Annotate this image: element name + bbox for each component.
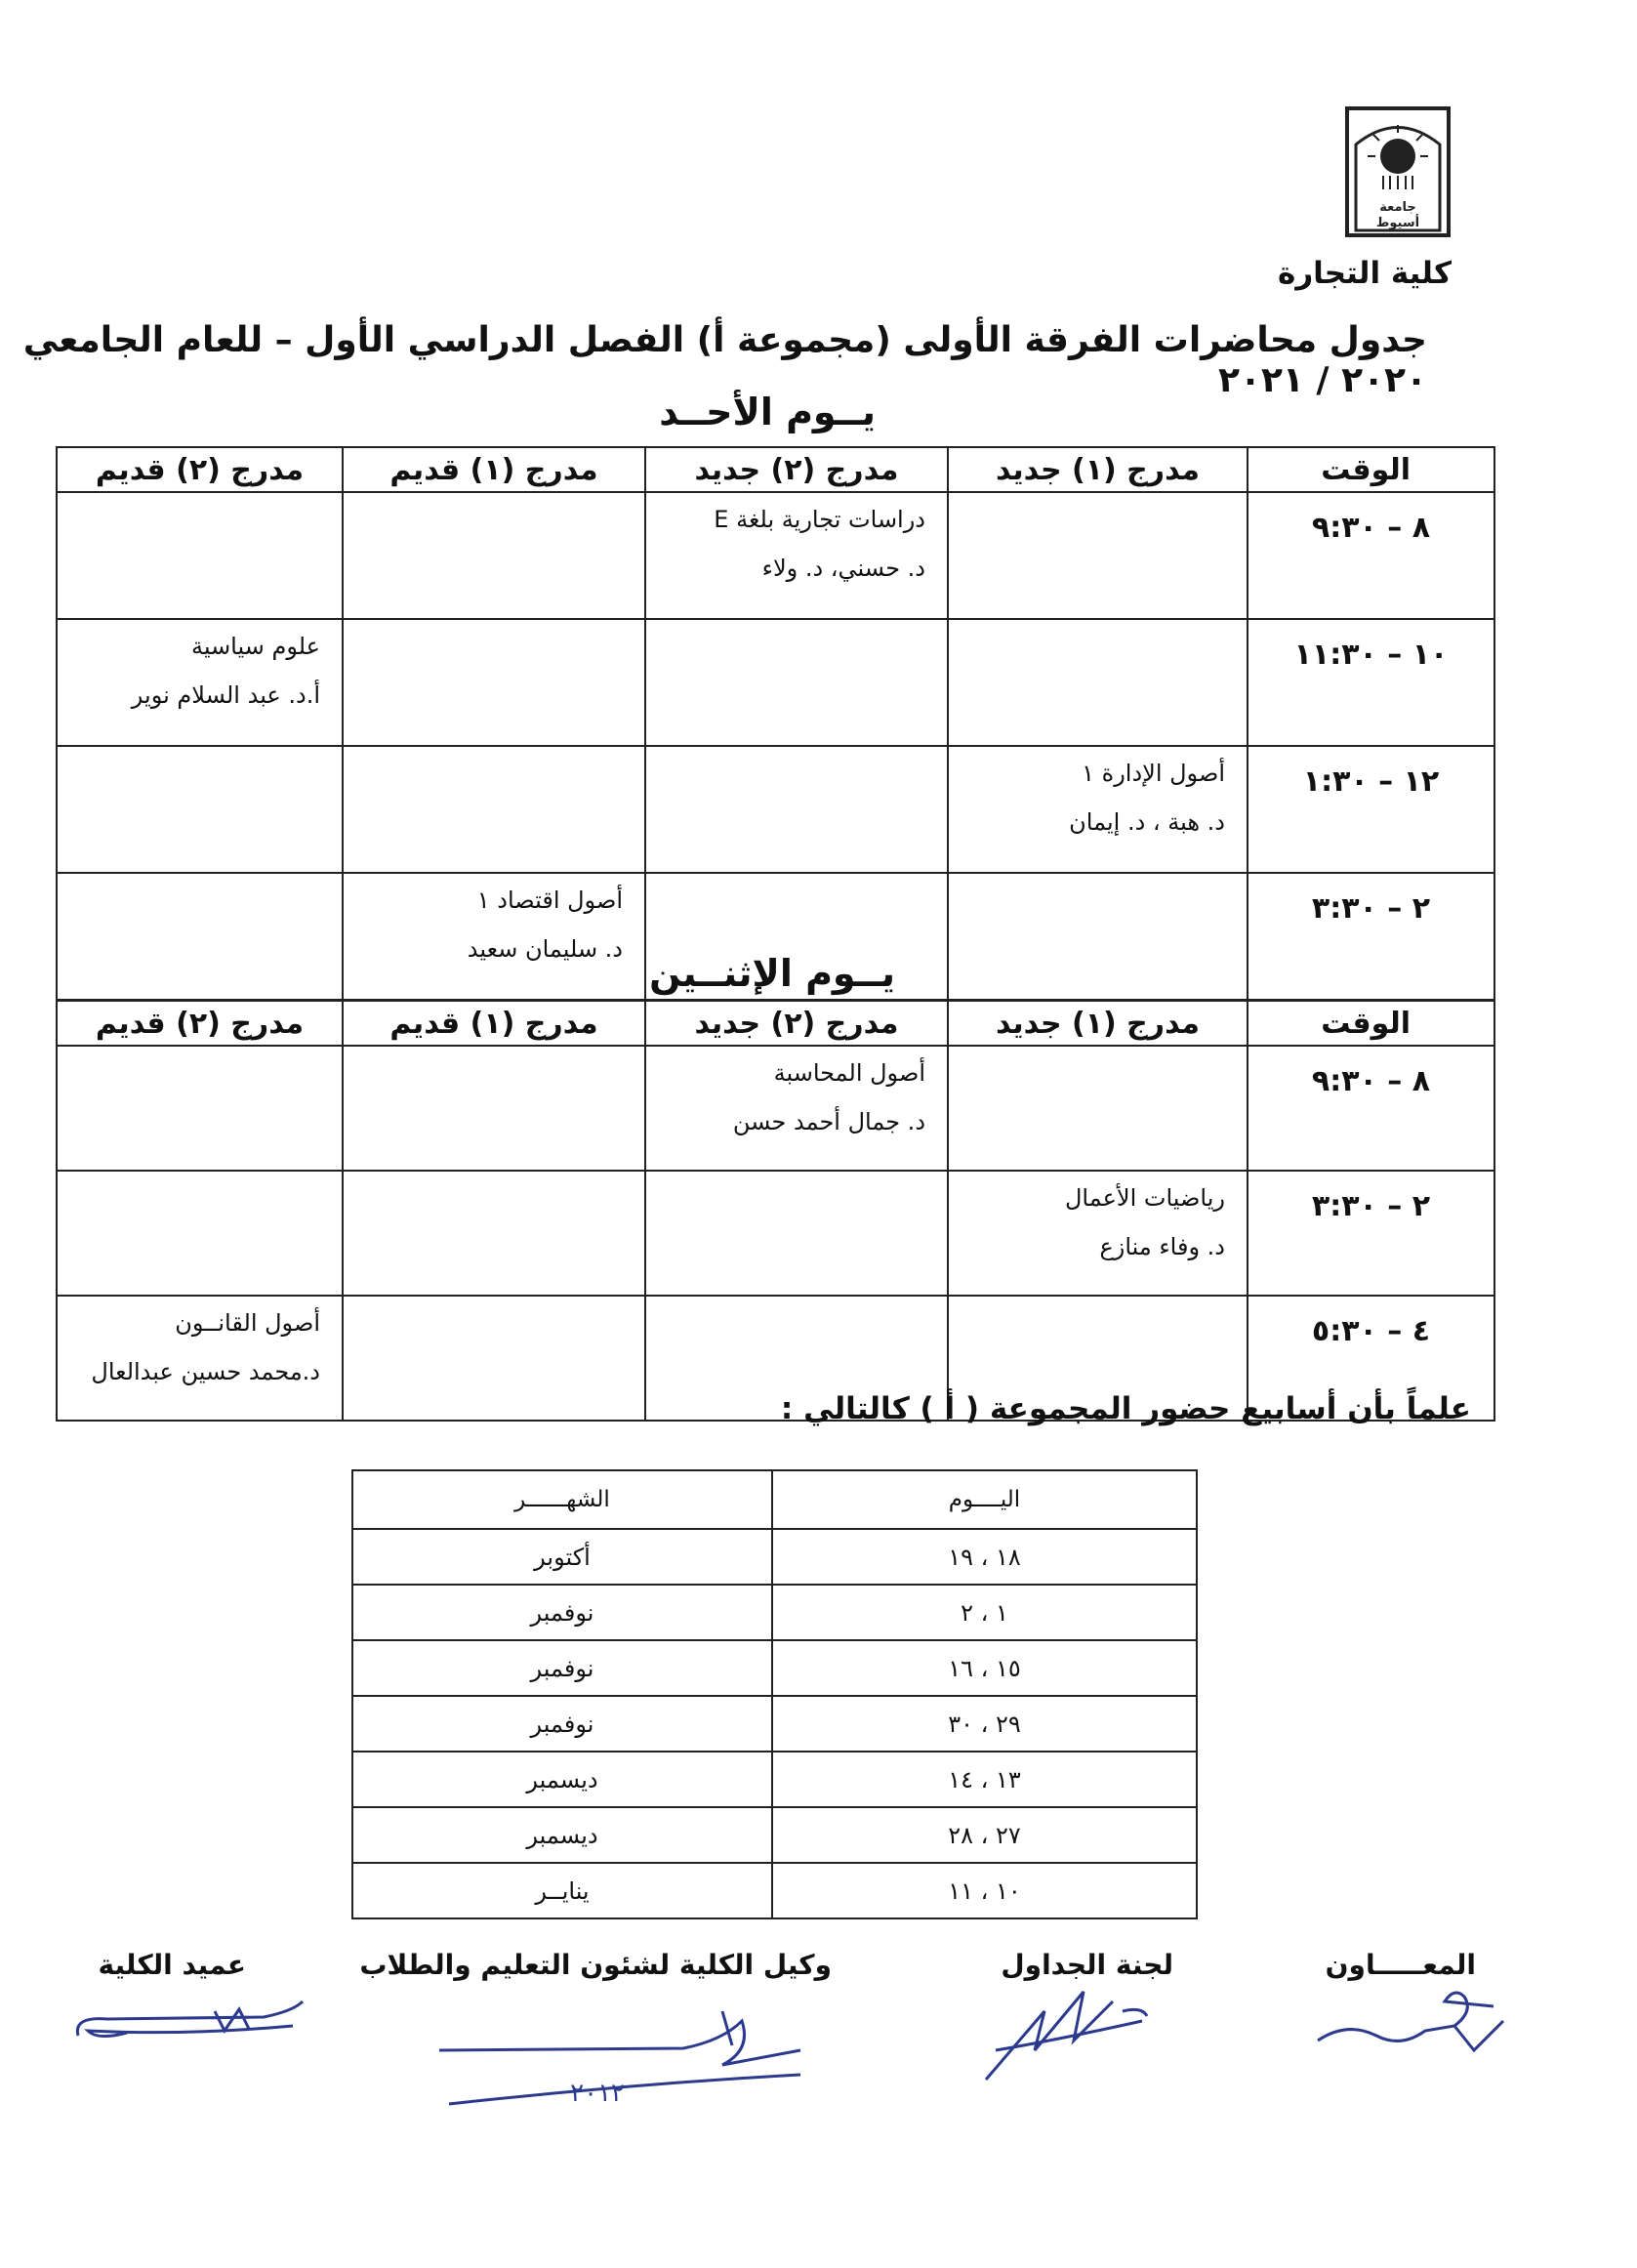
professor-name: د. حسني، د. ولاء (761, 555, 925, 582)
days-cell: ١ ، ٢ (772, 1585, 1197, 1640)
col-header-hall2-new: مدرج (٢) جديد (645, 447, 948, 492)
cell (57, 746, 343, 873)
cell (343, 1046, 645, 1171)
professor-name: د.محمد حسين عبدالعال (91, 1358, 320, 1385)
table-row (57, 1046, 1494, 1171)
time-slot: ٨ – ٩:٣٠ (1248, 492, 1494, 619)
col-header-hall2-old: مدرج (٢) قديم (57, 1001, 343, 1046)
cell (948, 619, 1248, 746)
month-cell: نوفمبر (352, 1696, 772, 1752)
cell (343, 1296, 645, 1421)
course-name (344, 747, 644, 759)
course-name (344, 1297, 644, 1308)
col-header-time: الوقت (1248, 447, 1494, 492)
course-name (646, 1172, 947, 1183)
course-name: أصول اقتصاد ١ (476, 887, 623, 914)
col-header-hall2-new: مدرج (٢) جديد (645, 1001, 948, 1046)
course-name (949, 493, 1247, 505)
course-name: أصول القانــون (175, 1309, 320, 1337)
time-slot: ١٠ – ١١:٣٠ (1248, 619, 1494, 746)
professor-name (949, 1058, 1247, 1078)
assistant-signature (1308, 1982, 1533, 2070)
professor-name (58, 759, 342, 778)
cell (343, 1171, 645, 1296)
table-row (352, 1807, 1197, 1863)
professor-name (344, 505, 644, 524)
table-header-row (57, 1001, 1494, 1046)
attendance-note: علماً بأن أسابيع حضور المجموعة ( أ ) كالتالي : (780, 1391, 1471, 1426)
professor-name (949, 505, 1247, 524)
professor-name (949, 632, 1247, 651)
course-name: رياضيات الأعمال (1064, 1184, 1225, 1212)
col-header-time: الوقت (1248, 1001, 1494, 1046)
committee-signature (976, 1972, 1191, 2089)
cell (948, 1171, 1248, 1296)
course-name (949, 1297, 1247, 1308)
cell (645, 1046, 948, 1171)
cell (948, 1046, 1248, 1171)
days-cell: ١٠ ، ١١ (772, 1863, 1197, 1918)
table-row (57, 746, 1494, 873)
college-name: كلية التجارة (1278, 256, 1452, 291)
course-name (58, 1047, 342, 1058)
course-name (58, 493, 342, 505)
col-header-hall1-old: مدرج (١) قديم (343, 1001, 645, 1046)
table-row (57, 1171, 1494, 1296)
course-name (58, 747, 342, 759)
table-row (57, 619, 1494, 746)
professor-name (58, 1183, 342, 1203)
attendance-weeks-table (351, 1469, 1198, 1919)
table-row (352, 1529, 1197, 1585)
university-logo (1344, 105, 1452, 238)
monday-schedule-table (56, 1000, 1495, 1422)
time-slot: ٤ – ٥:٣٠ (1248, 1296, 1494, 1421)
course-name (344, 493, 644, 505)
assistant-label: المعـــــاون (1325, 1949, 1476, 1981)
cell (57, 1046, 343, 1171)
cell (343, 492, 645, 619)
cell (57, 1171, 343, 1296)
table-row (352, 1696, 1197, 1752)
month-cell: ديسمبر (352, 1752, 772, 1807)
schedules-committee-label: لجنة الجداول (1001, 1949, 1173, 1981)
course-name (949, 1047, 1247, 1058)
professor-name (344, 1183, 644, 1203)
cell (343, 746, 645, 873)
professor-name (344, 759, 644, 778)
table-row (57, 492, 1494, 619)
cell (343, 873, 645, 1000)
course-name: علوم سياسية (190, 633, 320, 660)
professor-name (949, 1308, 1247, 1328)
course-name (646, 747, 947, 759)
col-header-hall1-new: مدرج (١) جديد (948, 1001, 1248, 1046)
vice-dean-signature (430, 1992, 820, 2138)
professor-name (344, 1058, 644, 1078)
time-slot: ٨ – ٩:٣٠ (1248, 1046, 1494, 1171)
professor-name: د. هبة ، د. إيمان (1069, 808, 1225, 836)
table-row (352, 1640, 1197, 1696)
professor-name (646, 1308, 947, 1328)
days-cell: ١٣ ، ١٤ (772, 1752, 1197, 1807)
month-cell: نوفمبر (352, 1640, 772, 1696)
professor-name (58, 886, 342, 905)
month-cell: نوفمبر (352, 1585, 772, 1640)
course-name (949, 620, 1247, 632)
month-cell: ينايــر (352, 1863, 772, 1918)
professor-name: أ.د. عبد السلام نوير (131, 681, 320, 709)
sunday-title: يــوم الأحــد (659, 391, 876, 433)
cell (57, 492, 343, 619)
dean-label: عميد الكلية (98, 1949, 246, 1981)
cell (57, 1296, 343, 1421)
professor-name (646, 759, 947, 778)
days-cell: ١٨ ، ١٩ (772, 1529, 1197, 1585)
table-header-row (352, 1470, 1197, 1529)
svg-text:أسيوط: أسيوط (1375, 216, 1420, 230)
course-name (646, 620, 947, 632)
col-header-day: اليــــوم (772, 1470, 1197, 1529)
cell (645, 1171, 948, 1296)
course-name: دراسات تجارية بلغة E (714, 506, 925, 533)
course-name (58, 1172, 342, 1183)
course-name: أصول المحاسبة (773, 1059, 925, 1087)
monday-title: يــوم الإثنــين (649, 952, 895, 995)
sunday-schedule-table (56, 446, 1495, 1001)
professor-name: د. وفاء منازع (1099, 1233, 1225, 1260)
svg-text:جامعة: جامعة (1379, 200, 1416, 215)
cell (948, 492, 1248, 619)
professor-name: د. سليمان سعيد (467, 935, 623, 963)
handwritten-date: ٢٠١٢ (570, 2079, 625, 2108)
course-name (646, 1297, 947, 1308)
course-name (58, 874, 342, 886)
month-cell: ديسمبر (352, 1807, 772, 1863)
table-row (352, 1752, 1197, 1807)
professor-name (58, 505, 342, 524)
professor-name (646, 632, 947, 651)
table-header-row (57, 447, 1494, 492)
days-cell: ٢٧ ، ٢٨ (772, 1807, 1197, 1863)
cell (948, 746, 1248, 873)
col-header-month: الشهــــــر (352, 1470, 772, 1529)
professor-name (344, 1308, 644, 1328)
cell (645, 492, 948, 619)
course-name (949, 874, 1247, 886)
cell (645, 619, 948, 746)
schedule-title: جدول محاضرات الفرقة الأولى (مجموعة أ) الفصل الدراسي الأول – للعام الجامعي ٢٠٢٠ / ٢٠٢١ (22, 320, 1427, 400)
course-name (646, 874, 947, 886)
cell (948, 873, 1248, 1000)
days-cell: ٢٩ ، ٣٠ (772, 1696, 1197, 1752)
cell (57, 873, 343, 1000)
cell (645, 746, 948, 873)
time-slot: ٢ – ٣:٣٠ (1248, 1171, 1494, 1296)
vice-dean-label: وكيل الكلية لشئون التعليم والطلاب (359, 1949, 832, 1981)
col-header-hall2-old: مدرج (٢) قديم (57, 447, 343, 492)
month-cell: أكتوبر (352, 1529, 772, 1585)
course-name (344, 1047, 644, 1058)
professor-name (58, 1058, 342, 1078)
time-slot: ١٢ – ١:٣٠ (1248, 746, 1494, 873)
col-header-hall1-old: مدرج (١) قديم (343, 447, 645, 492)
days-cell: ١٥ ، ١٦ (772, 1640, 1197, 1696)
col-header-hall1-new: مدرج (١) جديد (948, 447, 1248, 492)
professor-name (646, 886, 947, 905)
cell (57, 619, 343, 746)
cell (343, 619, 645, 746)
professor-name (646, 1183, 947, 1203)
course-name (344, 620, 644, 632)
table-row (352, 1863, 1197, 1918)
professor-name (344, 632, 644, 651)
professor-name: د. جمال أحمد حسن (732, 1108, 925, 1135)
professor-name (949, 886, 1247, 905)
course-name (344, 1172, 644, 1183)
course-name: أصول الإدارة ١ (1082, 760, 1225, 787)
dean-signature (68, 1982, 322, 2060)
table-row (352, 1585, 1197, 1640)
time-slot: ٢ – ٣:٣٠ (1248, 873, 1494, 1000)
